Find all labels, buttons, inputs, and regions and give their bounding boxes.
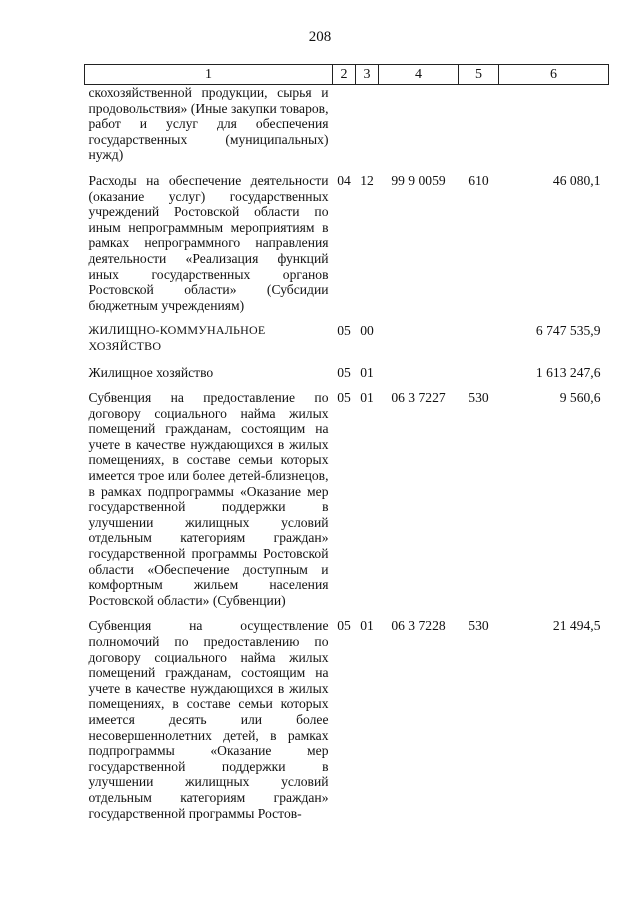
row-subsection: 01 — [360, 364, 374, 380]
row-section: 05 — [337, 390, 351, 406]
row-description: ЖИЛИЩНО-КОММУНАЛЬНОЕ ХОЗЯЙСТВО — [88, 323, 266, 353]
row-section: 05 — [337, 618, 351, 634]
row-expense-type: 610 — [468, 172, 489, 188]
column-header-5: 5 — [459, 65, 499, 85]
table-row — [85, 380, 609, 608]
row-target-code — [379, 355, 459, 381]
column-header-1: 1 — [85, 65, 333, 85]
row-description: скохозяйственной продукции, сырья и продовольствия» (Иные закупки товаров, работ и услуг для обеспечения государственных (муниципальных) нужд) — [88, 85, 329, 163]
row-section — [333, 85, 356, 163]
row-expense-type — [459, 313, 499, 354]
row-target-code — [379, 85, 459, 163]
row-section: 05 — [337, 323, 351, 339]
row-subsection — [356, 85, 379, 163]
column-header-4: 4 — [379, 65, 459, 85]
table-row — [85, 608, 609, 821]
budget-table — [84, 64, 609, 821]
row-amount: 21 494,5 — [552, 618, 601, 634]
row-amount: 46 080,1 — [552, 172, 601, 188]
column-header-3: 3 — [356, 65, 379, 85]
row-expense-type: 530 — [468, 390, 489, 406]
row-subsection: 01 — [360, 390, 374, 406]
column-header-2: 2 — [333, 65, 356, 85]
row-section: 04 — [337, 172, 351, 188]
page-number: 208 — [308, 29, 332, 45]
row-target-code: 99 9 0059 — [391, 172, 446, 188]
row-amount: 6 747 535,9 — [535, 323, 601, 339]
row-description: Расходы на обеспечение деятельности (оказание услуг) государственных учреждений Ростовской области по иным непрограммным мероприятиям в рамках непрограммного направления деятельности «Реализация функций иных государственных органов Ростовской области» (Субсидии бюджетным учреждениям) — [88, 172, 329, 313]
row-description: Жилищное хозяйство — [88, 364, 214, 380]
row-description: Субвенция на предоставление по договору социального найма жилых помещений гражданам, состоящим на учете в качестве нуждающихся в жилых помещениях, в составе семьи которых имеется трое или более детей-близнецов, в рамках подпрограммы «Оказание мер государственной поддержки в улучшении жилищных условий отдельным категориям граждан» государственной программы Ростовской области «Обеспечение доступным и комфортным жильем населения Ростовской области» (Субвенции) — [88, 390, 329, 608]
row-expense-type — [459, 355, 499, 381]
column-header-6: 6 — [499, 65, 609, 85]
row-amount — [499, 85, 609, 163]
row-amount: 1 613 247,6 — [535, 364, 601, 380]
table-row — [85, 163, 609, 313]
row-description: Субвенция на осуществление полномочий по предоставлению по договору социального найма жилых помещений гражданам, состоящим на учете в качестве нуждающихся в жилых помещениях, в составе семьи которых имеется десять или более несовершеннолетних детей, в рамках подпрограммы «Оказание мер государственной поддержки в улучшении жилищных условий отдельным категориям граждан» государственной программы Ростов- — [88, 618, 329, 821]
row-expense-type — [459, 85, 499, 163]
row-section: 05 — [337, 364, 351, 380]
table-row — [85, 313, 609, 354]
row-amount: 9 560,6 — [559, 390, 601, 406]
row-subsection: 12 — [360, 172, 374, 188]
table-header-row — [85, 65, 609, 85]
row-target-code: 06 3 7227 — [391, 390, 446, 406]
row-subsection: 01 — [360, 618, 374, 634]
table-row — [85, 355, 609, 381]
row-target-code: 06 3 7228 — [391, 618, 446, 634]
row-subsection: 00 — [360, 323, 374, 339]
row-expense-type: 530 — [468, 618, 489, 634]
table-row — [85, 85, 609, 163]
row-target-code — [379, 313, 459, 354]
